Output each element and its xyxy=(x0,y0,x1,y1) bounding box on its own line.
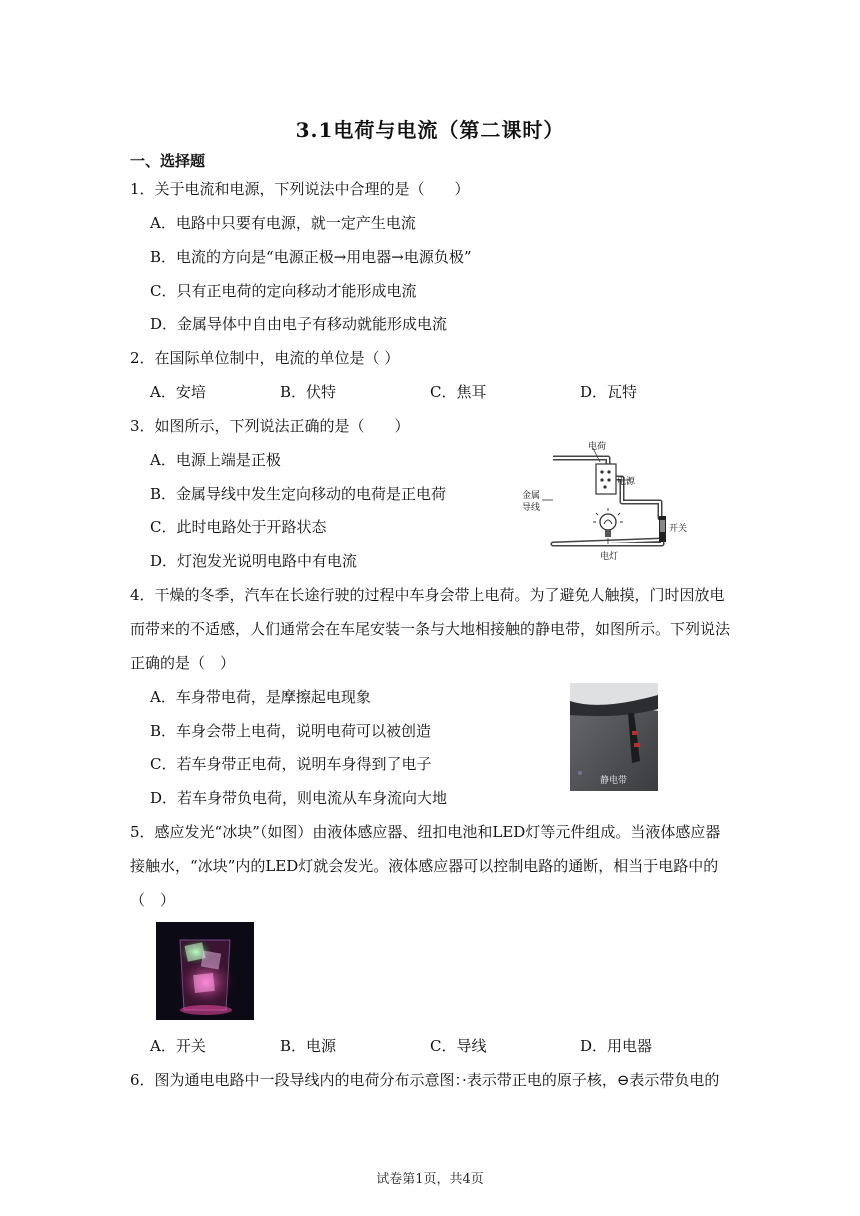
label-wire-2: 导线 xyxy=(522,503,541,513)
question-5-option-d: D．用电器 xyxy=(580,1037,653,1055)
section-heading: 一、选择题 xyxy=(130,152,206,170)
led-ice-photo xyxy=(156,922,254,1020)
question-2-option-b: B．伏特 xyxy=(280,383,337,401)
question-5-option-c: C．导线 xyxy=(430,1037,487,1055)
question-3-option-d: D．灯泡发光说明电路中有电流 xyxy=(150,552,358,570)
question-4-option-c: C．若车身带正电荷，说明车身得到了电子 xyxy=(150,755,432,773)
question-1-option-d: D．金属导体中自由电子有移动就能形成电流 xyxy=(150,315,448,333)
question-4-stem-line-2: 而带来的不适感，人们通常会在车尾安装一条与大地相接触的静电带，如图所示。下列说法 xyxy=(130,620,731,638)
question-5-stem-line-2: 接触水，“冰块”内的LED灯就会发光。液体感应器可以控制电路的通断，相当于电路中的 xyxy=(130,857,719,875)
question-3-option-b: B．金属导线中发生定向移动的电荷是正电荷 xyxy=(150,485,447,503)
question-4-stem-line-3: 正确的是（ ） xyxy=(130,654,236,672)
question-5-option-b: B．电源 xyxy=(280,1037,337,1055)
question-3-stem: 3．如图所示，下列说法正确的是（ ） xyxy=(130,417,410,435)
question-1-stem: 1．关于电流和电源，下列说法中合理的是（ ） xyxy=(130,180,470,198)
question-2-stem: 2．在国际单位制中，电流的单位是（ ） xyxy=(130,349,400,367)
battery-icon xyxy=(596,464,616,494)
question-5-stem-line-1: 5．感应发光“冰块”（如图）由液体感应器、纽扣电池和LED灯等元件组成。当液体感应器 xyxy=(130,823,721,841)
static-strap-photo xyxy=(570,683,658,791)
question-5-stem-line-3: （ ） xyxy=(130,891,176,909)
question-4-stem-line-1: 4．干燥的冬季，汽车在长途行驶的过程中车身会带上电荷。为了避免人触摸，门时因放电 xyxy=(130,586,725,604)
question-6-stem: 6．图为通电电路中一段导线内的电荷分布示意图：·表示带正电的原子核，⊖表示带负电的 xyxy=(130,1071,720,1089)
question-3-option-c: C．此时电路处于开路状态 xyxy=(150,518,327,536)
label-lamp: 电灯 xyxy=(600,552,619,562)
page-footer: 试卷第1页，共4页 xyxy=(376,1172,484,1187)
question-4-option-b: B．车身会带上电荷，说明电荷可以被创造 xyxy=(150,722,432,740)
page-title: 3.1电荷与电流（第二课时） xyxy=(295,118,565,142)
circuit-figure xyxy=(520,440,695,565)
label-charge: 电荷 xyxy=(588,442,607,452)
question-1-option-c: C．只有正电荷的定向移动才能形成电流 xyxy=(150,282,417,300)
question-2-option-c: C．焦耳 xyxy=(430,383,487,401)
strap-label: 静电带 xyxy=(600,776,628,786)
question-2-option-a: A．安培 xyxy=(150,383,206,401)
question-2-option-d: D．瓦特 xyxy=(580,383,638,401)
question-4-option-a: A．车身带电荷，是摩擦起电现象 xyxy=(150,688,371,706)
question-4-option-d: D．若车身带负电荷，则电流从车身流向大地 xyxy=(150,789,448,807)
question-1-option-a: A．电路中只要有电源，就一定产生电流 xyxy=(150,214,416,232)
lamp-icon xyxy=(600,514,616,530)
question-5-option-a: A．开关 xyxy=(150,1037,206,1055)
question-3-option-a: A．电源上端是正极 xyxy=(150,451,281,469)
label-source: 电源 xyxy=(617,477,636,487)
label-switch: 开关 xyxy=(669,524,688,534)
circuit-diagram xyxy=(520,440,695,565)
label-wire-1: 金属 xyxy=(522,491,541,501)
question-1-option-b: B．电流的方向是“电源正极→用电器→电源负极” xyxy=(150,248,472,266)
